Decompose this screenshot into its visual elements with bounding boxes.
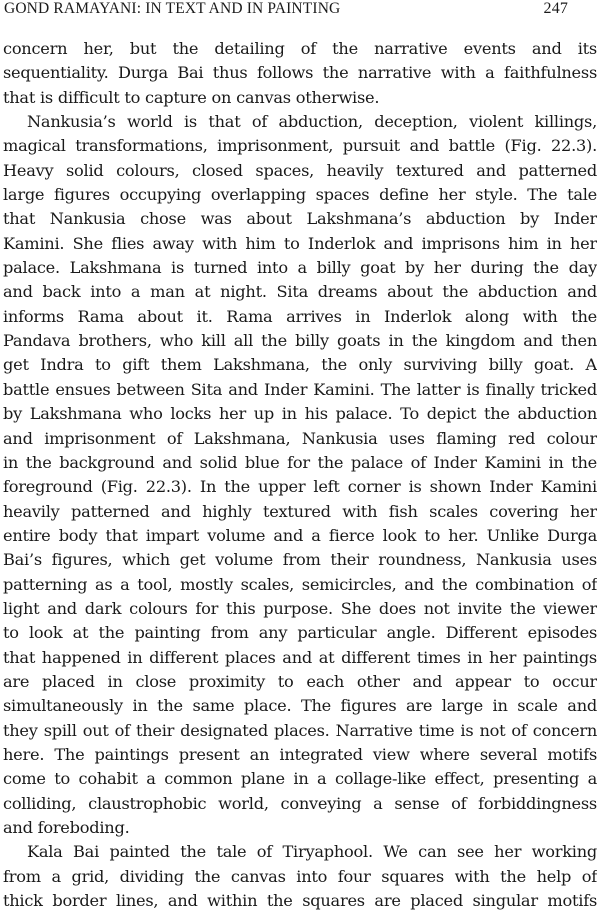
text-line: here. The paintings present an integrated view where several motifs: [3, 744, 597, 764]
text-line: they spill out of their designated places. Narrative time is not of concern: [3, 720, 597, 740]
text-line: heavily patterned and highly textured with fish scales covering her: [3, 501, 597, 521]
text-line: and foreboding.: [3, 818, 130, 837]
text-line: entire body that impart volume and a fierce look to her. Unlike Durga: [3, 525, 597, 545]
text-line: concern her, but the detailing of the narrative events and its: [3, 39, 597, 58]
text-line: Bai’s figures, which get volume from their roundness, Nankusia uses: [3, 550, 597, 570]
text-line: battle ensues between Sita and Inder Kamini. The latter is finally tricked: [3, 379, 597, 399]
text-line: Pandava brothers, who kill all the billy goats in the kingdom and then: [3, 331, 597, 351]
text-line: that Nankusia chose was about Lakshmana’s abduction by Inder: [3, 209, 597, 229]
text-line: magical transformations, imprisonment, pursuit and battle (Fig. 22.3).: [3, 136, 597, 156]
text-line: and imprisonment of Lakshmana, Nankusia uses flaming red colour: [3, 428, 597, 448]
text-line: to look at the painting from any particular angle. Different episodes: [3, 623, 597, 643]
body-text: [3, 37, 597, 913]
text-line: palace. Lakshmana is turned into a billy goat by her during the day: [3, 258, 597, 278]
text-line: sequentiality. Durga Bai thus follows the narrative with a faithfulness: [3, 63, 597, 83]
text-line: patterning as a tool, mostly scales, semicircles, and the combination of: [3, 574, 597, 594]
text-line: come to cohabit a common plane in a collage-like effect, presenting a: [3, 769, 597, 789]
text-line: Heavy solid colours, closed spaces, heavily textured and patterned: [3, 160, 597, 180]
text-line: from a grid, dividing the canvas into four squares with the help of: [3, 866, 597, 886]
running-head: [4, 0, 568, 22]
text-line: by Lakshmana who locks her up in his palace. To depict the abduction: [3, 404, 597, 424]
text-line: get Indra to gift them Lakshmana, the only surviving billy goat. A: [3, 355, 597, 375]
text-line: Nankusia’s world is that of abduction, deception, violent killings,: [27, 112, 597, 132]
text-line: that happened in different places and at different times in her paintings: [3, 647, 597, 667]
text-line: are placed in close proximity to each other and appear to occur: [3, 671, 597, 691]
text-line: Kala Bai painted the tale of Tiryaphool. We can see her working: [27, 842, 597, 862]
text-line: and back into a man at night. Sita dreams about the abduction and: [3, 282, 597, 302]
text-line: informs Rama about it. Rama arrives in Inderlok along with the: [3, 306, 597, 326]
text-line: foreground (Fig. 22.3). In the upper left corner is shown Inder Kamini: [3, 477, 597, 497]
text-line: colliding, claustrophobic world, conveying a sense of forbiddingness: [3, 793, 597, 813]
text-line: simultaneously in the same place. The figures are large in scale and: [3, 696, 597, 716]
text-line: light and dark colours for this purpose. She does not invite the viewer: [3, 598, 597, 618]
text-line: in the background and solid blue for the palace of Inder Kamini in the: [3, 452, 597, 472]
text-line: Kamini. She flies away with him to Inderlok and imprisons him in her: [3, 233, 597, 253]
text-line: thick border lines, and within the squares are placed singular motifs: [3, 891, 597, 911]
text-line: that is difficult to capture on canvas otherwise.: [3, 87, 380, 107]
text-line: large figures occupying overlapping spaces define her style. The tale: [3, 185, 597, 205]
running-head-title: GOND RAMAYANI: IN TEXT AND IN PAINTING: [4, 0, 341, 17]
page-number: 247: [543, 0, 568, 17]
